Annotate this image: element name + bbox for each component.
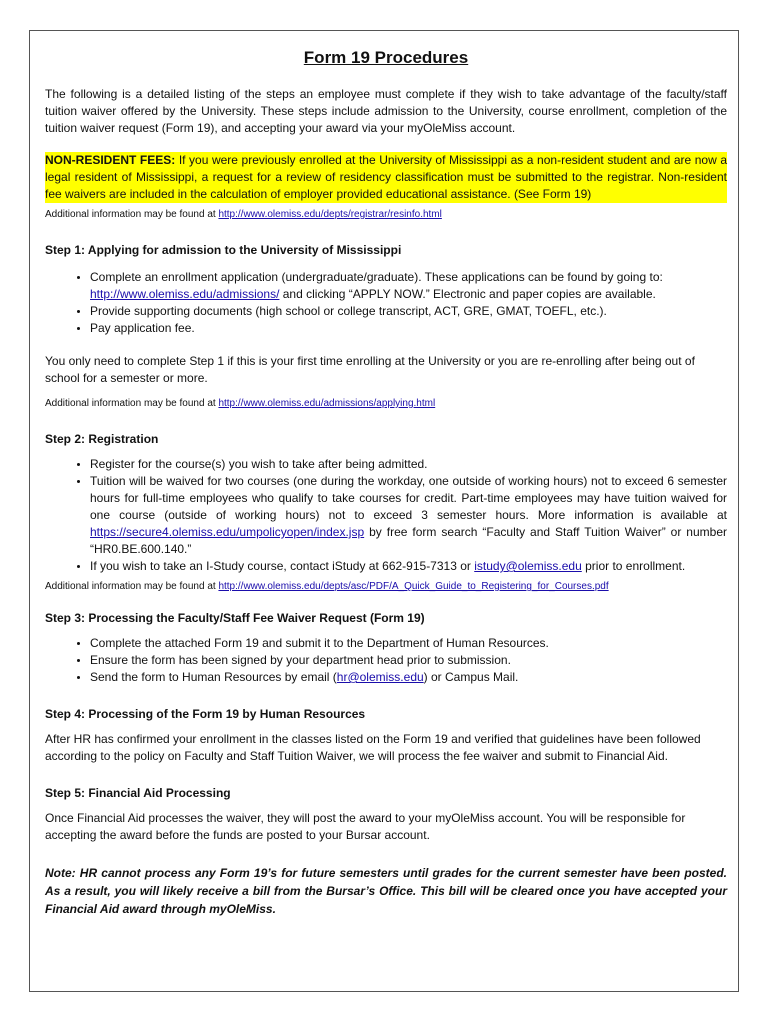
info-line-residency: Additional information may be found at http://www.olemiss.edu/depts/registrar/resinfo.html <box>45 209 442 220</box>
intro-paragraph: The following is a detailed listing of the steps an employee must complete if they wish to take advantage of the faculty/staff tuition waiver offered by the University. These steps include admission to the University, course enrollment, completion of the tuition waiver request (Form 19), and accepting your award via your myOleMiss account. <box>45 87 727 135</box>
nonresident-text: If you were previously enrolled at the University of Mississippi as a non-resident student and are now a legal resident of Mississippi, a request for a review of residency classification must be submitted to the registrar. Non-resident fee waivers are included in the calculation of employer provided educational assistance. (See Form 19) <box>45 153 727 201</box>
step3-list <box>45 635 727 686</box>
info-line-admissions: Additional information may be found at http://www.olemiss.edu/admissions/applying.html <box>45 398 436 409</box>
hr-email-link[interactable]: hr@olemiss.edu <box>336 670 424 684</box>
istudy-email-link[interactable]: istudy@olemiss.edu <box>474 559 582 573</box>
list-item: • Pay application fee. <box>90 320 727 337</box>
step4-paragraph: After HR has confirmed your enrollment in the classes listed on the Form 19 and verified that guidelines have been followed according to the policy on Faculty and Staff Tuition Waiver, we will process the fee waiver and submit to Financial Aid. <box>45 732 701 763</box>
step5-paragraph: Once Financial Aid processes the waiver, they will post the award to your myOleMiss account. You will be responsible for accepting the award before the funds are posted to your Bursar account. <box>45 811 686 842</box>
list-item: • If you wish to take an I-Study course, contact iStudy at 662-915-7313 or istudy@olemiss.edu prior to enrollment. <box>90 558 727 575</box>
list-item: • Complete an enrollment application (undergraduate/graduate). These applications can be found by going to: http://www.olemiss.edu/admissions/ and clicking “APPLY NOW.” Electronic and paper copies are available. <box>90 269 727 303</box>
step3-heading: Step 3: Processing the Faculty/Staff Fee Waiver Request (Form 19) <box>45 611 425 625</box>
info-line-registration: Additional information may be found at http://www.olemiss.edu/depts/asc/PDF/A_Quick_Guide_to_Registering_for_Courses.pdf <box>45 581 609 592</box>
list-item: • Send the form to Human Resources by email (hr@olemiss.edu) or Campus Mail. <box>90 669 727 686</box>
applying-info-link[interactable]: http://www.olemiss.edu/admissions/applying.html <box>218 398 436 409</box>
nonresident-label: NON-RESIDENT FEES: <box>45 153 176 167</box>
list-item: • Register for the course(s) you wish to take after being admitted. <box>90 456 727 473</box>
list-item: • Ensure the form has been signed by your department head prior to submission. <box>90 652 727 669</box>
residency-info-link[interactable]: http://www.olemiss.edu/depts/registrar/resinfo.html <box>218 209 442 220</box>
step2-heading: Step 2: Registration <box>45 432 159 446</box>
policy-link[interactable]: https://secure4.olemiss.edu/umpolicyopen/index.jsp <box>90 525 365 539</box>
step5-heading: Step 5: Financial Aid Processing <box>45 786 231 800</box>
step1-paragraph: You only need to complete Step 1 if this is your first time enrolling at the University or you are re-enrolling after being out of school for a semester or more. <box>45 354 695 385</box>
nonresident-notice <box>45 152 727 203</box>
step2-list <box>45 456 727 575</box>
step4-heading: Step 4: Processing of the Form 19 by Human Resources <box>45 707 366 721</box>
hr-note: Note: HR cannot process any Form 19’s for future semesters until grades for the current semester have been posted. As a result, you will likely receive a bill from the Bursar’s Office. This bill will be cleared once you have accepted your Financial Aid award through myOleMiss. <box>45 866 727 916</box>
document-body <box>45 48 727 918</box>
list-item: • Tuition will be waived for two courses (one during the workday, one outside of working hours) not to exceed 6 semester hours for full-time employees who qualify to take courses for credit. Part-time employees may have tuition waived for one course (outside of working hours) not to exceed 3 semester hours. More information is available at https://secure4.olemiss.edu/umpolicyopen/index.jsp by free form search “Faculty and Staff Tuition Waiver” or number “HR0.BE.600.140.” <box>90 473 727 558</box>
list-item: • Complete the attached Form 19 and submit it to the Department of Human Resources. <box>90 635 727 652</box>
step1-list <box>45 269 727 337</box>
page-title: Form 19 Procedures <box>303 48 469 67</box>
admissions-link[interactable]: http://www.olemiss.edu/admissions/ <box>90 287 280 301</box>
list-item: • Provide supporting documents (high school or college transcript, ACT, GRE, GMAT, TOEFL, etc.). <box>90 303 727 320</box>
registering-guide-link[interactable]: http://www.olemiss.edu/depts/asc/PDF/A_Quick_Guide_to_Registering_for_Courses.pdf <box>218 581 609 592</box>
step1-heading: Step 1: Applying for admission to the University of Mississippi <box>45 243 402 257</box>
